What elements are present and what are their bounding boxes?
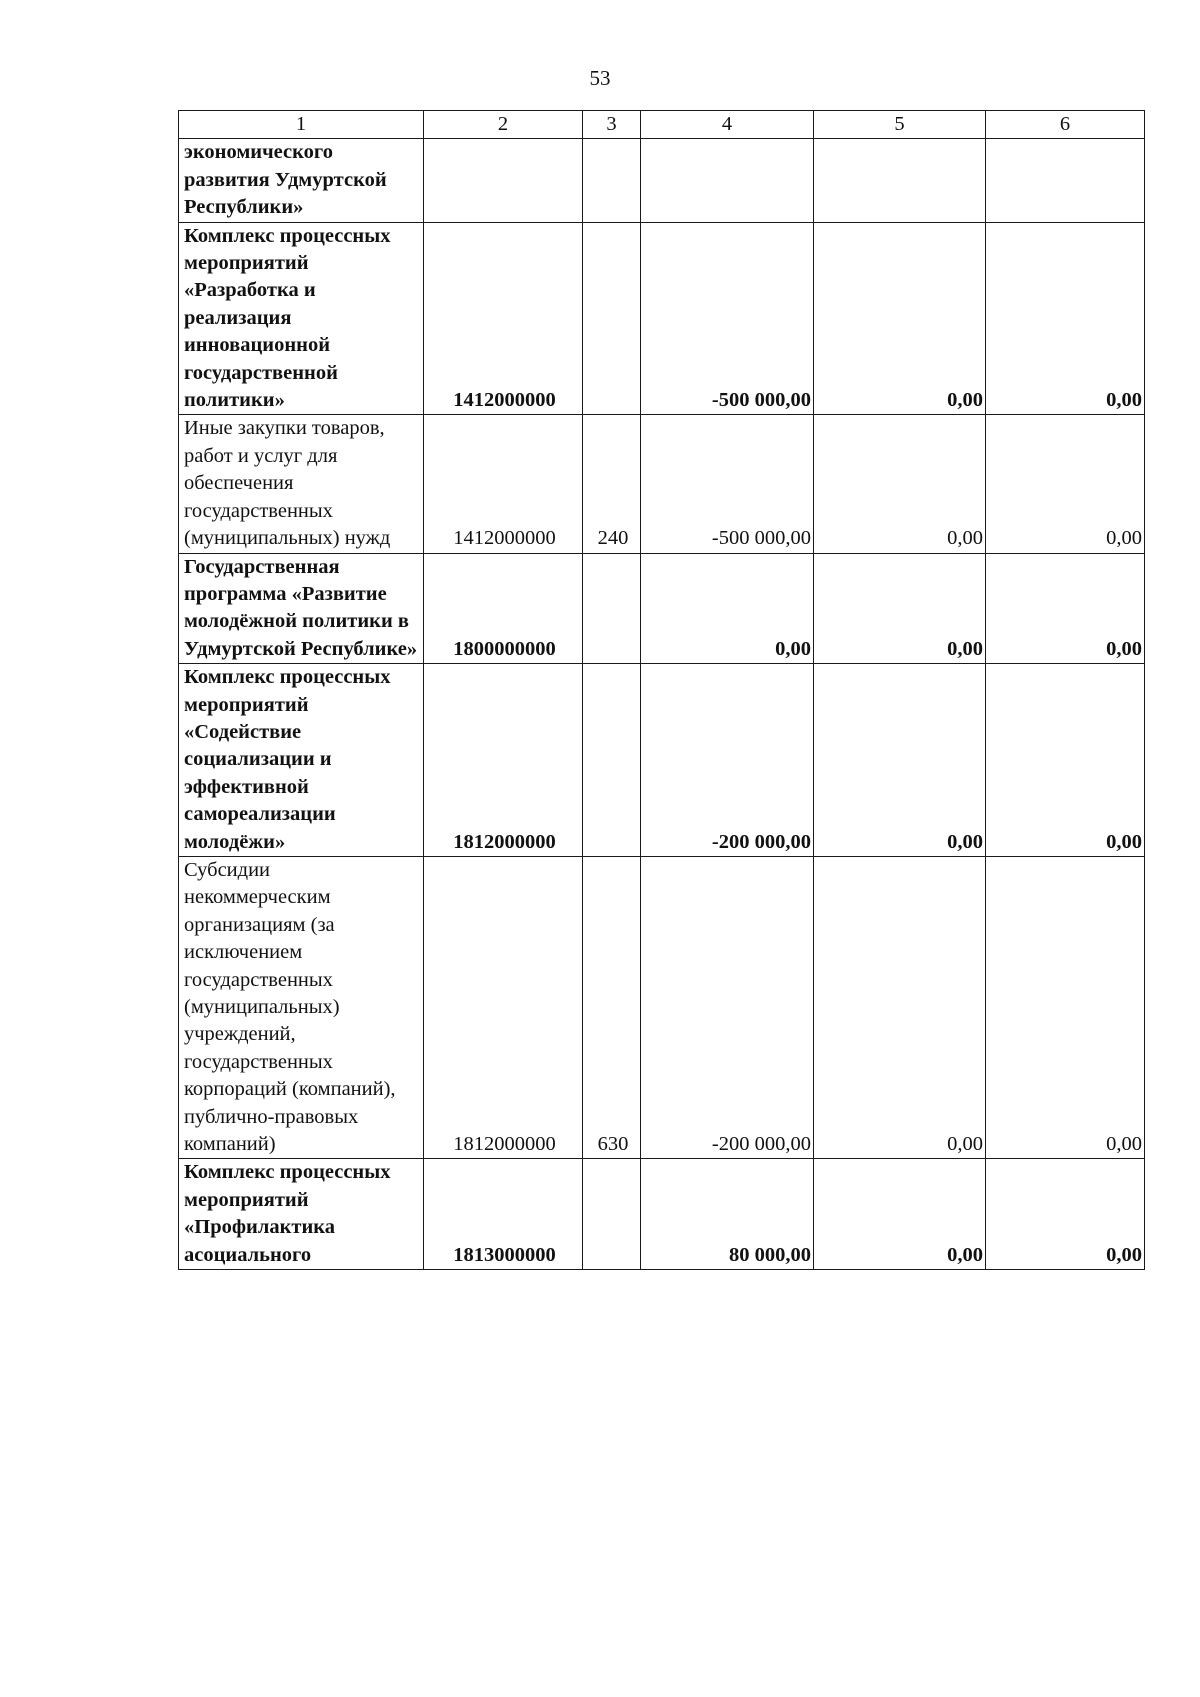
row-value-col6: 0,00: [986, 415, 1145, 553]
row-value-col4: -500 000,00: [641, 222, 814, 415]
table-row: [179, 415, 1145, 553]
row-name: Субсидии некоммерческим организациям (за исключением государственных (муниципальных) учреждений, государственных корпораций (компаний), публично-правовых компаний): [179, 856, 424, 1158]
row-value-col4: 0,00: [641, 553, 814, 664]
row-value-col5: 0,00: [814, 415, 986, 553]
row-expense-type: [583, 222, 641, 415]
row-code: 1412000000: [424, 222, 583, 415]
row-name: Комплекс процессных мероприятий «Профилактика асоциального: [179, 1159, 424, 1270]
row-value-col4: [641, 139, 814, 222]
row-code: 1812000000: [424, 664, 583, 857]
row-value-col6: 0,00: [986, 664, 1145, 857]
row-name: Государственная программа «Развитие молодёжной политики в Удмуртской Республике»: [179, 553, 424, 664]
row-value-col4: -500 000,00: [641, 415, 814, 553]
table-row: [179, 856, 1145, 1158]
row-value-col5: 0,00: [814, 664, 986, 857]
row-value-col4: -200 000,00: [641, 856, 814, 1158]
row-value-col6: 0,00: [986, 1159, 1145, 1270]
column-header: 1: [179, 111, 424, 139]
table-row: [179, 553, 1145, 664]
row-value-col6: 0,00: [986, 856, 1145, 1158]
table-row: [179, 139, 1145, 222]
column-header: 6: [986, 111, 1145, 139]
budget-table: [178, 110, 1145, 1270]
row-code: 1812000000: [424, 856, 583, 1158]
column-header: 4: [641, 111, 814, 139]
column-header: 2: [424, 111, 583, 139]
row-expense-type: [583, 1159, 641, 1270]
row-value-col6: [986, 139, 1145, 222]
page-number: 53: [589, 66, 611, 90]
table-header-row: [179, 111, 1145, 139]
row-value-col5: 0,00: [814, 1159, 986, 1270]
row-code: 1800000000: [424, 553, 583, 664]
row-code: 1813000000: [424, 1159, 583, 1270]
table-row: [179, 222, 1145, 415]
row-expense-type: [583, 664, 641, 857]
row-value-col5: [814, 139, 986, 222]
row-expense-type: [583, 139, 641, 222]
row-name: экономического развития Удмуртской Республики»: [179, 139, 424, 222]
row-value-col5: 0,00: [814, 553, 986, 664]
table-row: [179, 664, 1145, 857]
row-value-col6: 0,00: [986, 553, 1145, 664]
row-code: [424, 139, 583, 222]
row-expense-type: [583, 553, 641, 664]
row-value-col4: 80 000,00: [641, 1159, 814, 1270]
row-code: 1412000000: [424, 415, 583, 553]
column-header: 5: [814, 111, 986, 139]
row-value-col5: 0,00: [814, 856, 986, 1158]
table-row: [179, 1159, 1145, 1270]
row-name: Иные закупки товаров, работ и услуг для обеспечения государственных (муниципальных) нужд: [179, 415, 424, 553]
row-expense-type: 630: [583, 856, 641, 1158]
row-value-col5: 0,00: [814, 222, 986, 415]
row-value-col6: 0,00: [986, 222, 1145, 415]
row-name: Комплекс процессных мероприятий «Содействие социализации и эффективной самореализации молодёжи»: [179, 664, 424, 857]
row-name: Комплекс процессных мероприятий «Разработка и реализация инновационной государственной политики»: [179, 222, 424, 415]
column-header: 3: [583, 111, 641, 139]
row-expense-type: 240: [583, 415, 641, 553]
row-value-col4: -200 000,00: [641, 664, 814, 857]
